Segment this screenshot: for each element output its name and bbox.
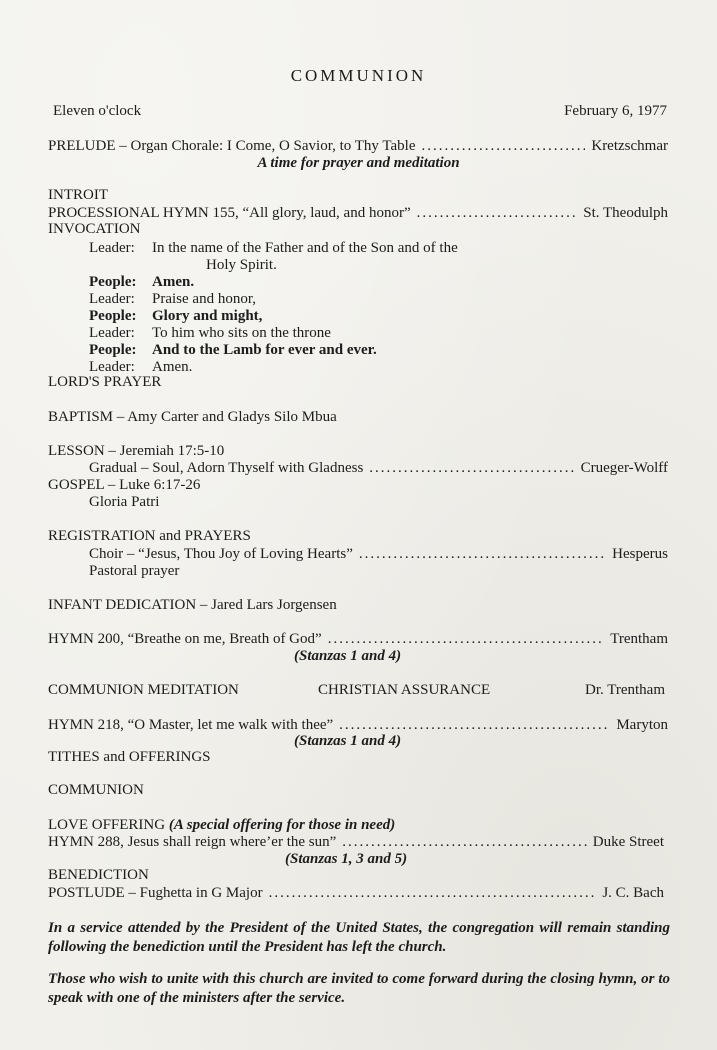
meditation-heading: COMMUNION MEDITATION <box>48 682 239 698</box>
prelude-composer: Kretzschmar <box>591 138 668 154</box>
leader-dots <box>417 205 578 222</box>
litany-text: Holy Spirit. <box>206 257 277 273</box>
hymn200-tune: Trentham <box>610 631 668 647</box>
litany-role: Leader: <box>89 359 135 375</box>
page-title: COMMUNION <box>290 66 427 85</box>
litany-role: People: <box>89 274 137 290</box>
choir-line <box>89 546 668 563</box>
litany-text: Amen. <box>152 274 195 290</box>
litany-text: To him who sits on the throne <box>152 325 331 341</box>
prelude-subtitle: A time for prayer and meditation <box>257 155 460 171</box>
litany-role: Leader: <box>89 291 135 307</box>
litany-role: People: <box>89 308 137 324</box>
benediction-heading: BENEDICTION <box>48 867 149 883</box>
gradual-line <box>89 460 668 477</box>
choir-tune: Hesperus <box>612 546 668 562</box>
hymn200-stanzas: (Stanzas 1 and 4) <box>294 648 402 664</box>
processional-tune: St. Theodulph <box>583 205 668 221</box>
litany-text: In the name of the Father and of the Son and of the <box>152 240 458 256</box>
invocation-heading: INVOCATION <box>48 221 141 237</box>
infant-dedication-line: INFANT DEDICATION – Jared Lars Jorgensen <box>48 597 337 613</box>
hymn288-tune: Duke Street <box>592 834 664 850</box>
love-offering-label: LOVE OFFERING <box>48 817 166 833</box>
hymn288-text: HYMN 288, Jesus shall reign where’er the sun” <box>48 834 337 850</box>
hymn218-tune: Maryton <box>616 717 668 733</box>
leader-dots <box>269 885 597 902</box>
meditation-title: CHRISTIAN ASSURANCE <box>318 682 491 698</box>
postlude-composer: J. C. Bach <box>602 885 664 901</box>
litany-role: Leader: <box>89 240 135 256</box>
membership-note: Those who wish to unite with this church are invited to come forward during the closing hymn, or to speak with one of the ministers after the service. <box>48 971 670 1006</box>
litany-text: Amen. <box>152 359 193 375</box>
processional-line <box>48 205 668 222</box>
leader-dots <box>328 631 605 648</box>
pastoral-line: Pastoral prayer <box>89 563 180 579</box>
lords-prayer-heading: LORD'S PRAYER <box>48 374 162 390</box>
litany-role: Leader: <box>89 325 135 341</box>
hymn218-text: HYMN 218, “O Master, let me walk with thee” <box>48 717 334 733</box>
prelude-line <box>48 138 668 155</box>
baptism-line: BAPTISM – Amy Carter and Gladys Silo Mbua <box>48 409 337 425</box>
leader-dots <box>421 138 585 155</box>
gradual-text: Gradual – Soul, Adorn Thyself with Gladness <box>89 460 364 476</box>
litany-role: People: <box>89 342 137 358</box>
meditation-speaker: Dr. Trentham <box>584 682 665 698</box>
hymn200-text: HYMN 200, “Breathe on me, Breath of God” <box>48 631 322 647</box>
service-time: Eleven o'clock <box>53 103 142 119</box>
postlude-line <box>48 885 664 902</box>
hymn218-stanzas: (Stanzas 1 and 4) <box>294 733 402 749</box>
litany-text: Praise and honor, <box>152 291 256 307</box>
hymn288-line <box>48 834 664 851</box>
hymn218-line <box>48 717 668 734</box>
leader-dots <box>369 460 574 477</box>
gospel-line: GOSPEL – Luke 6:17-26 <box>48 477 201 493</box>
tithes-heading: TITHES and OFFERINGS <box>48 749 211 765</box>
love-offering-line <box>48 817 395 834</box>
love-offering-note: (A special offering for those in need) <box>168 817 396 833</box>
registration-heading: REGISTRATION and PRAYERS <box>48 528 251 544</box>
lesson-line: LESSON – Jeremiah 17:5-10 <box>48 443 225 459</box>
choir-text: Choir – “Jesus, Thou Joy of Loving Hearts” <box>89 546 353 562</box>
gradual-composer: Crueger-Wolff <box>580 460 668 476</box>
introit-heading: INTROIT <box>48 187 108 203</box>
leader-dots <box>359 546 606 563</box>
leader-dots <box>339 717 610 734</box>
gloria-line: Gloria Patri <box>89 494 160 510</box>
prelude-text: PRELUDE – Organ Chorale: I Come, O Savior, to Thy Table <box>48 138 416 154</box>
postlude-text: POSTLUDE – Fughetta in G Major <box>48 885 263 901</box>
president-note: In a service attended by the President of the United States, the congregation will remain standing following the benediction until the President has left the church. <box>48 920 670 955</box>
litany-text: Glory and might, <box>152 308 263 324</box>
communion-heading: COMMUNION <box>48 782 144 798</box>
processional-text: PROCESSIONAL HYMN 155, “All glory, laud, and honor” <box>48 205 411 221</box>
service-date: February 6, 1977 <box>564 103 667 119</box>
hymn200-line <box>48 631 668 648</box>
litany-text: And to the Lamb for ever and ever. <box>152 342 377 358</box>
leader-dots <box>342 834 586 851</box>
hymn288-stanzas: (Stanzas 1, 3 and 5) <box>285 851 408 867</box>
